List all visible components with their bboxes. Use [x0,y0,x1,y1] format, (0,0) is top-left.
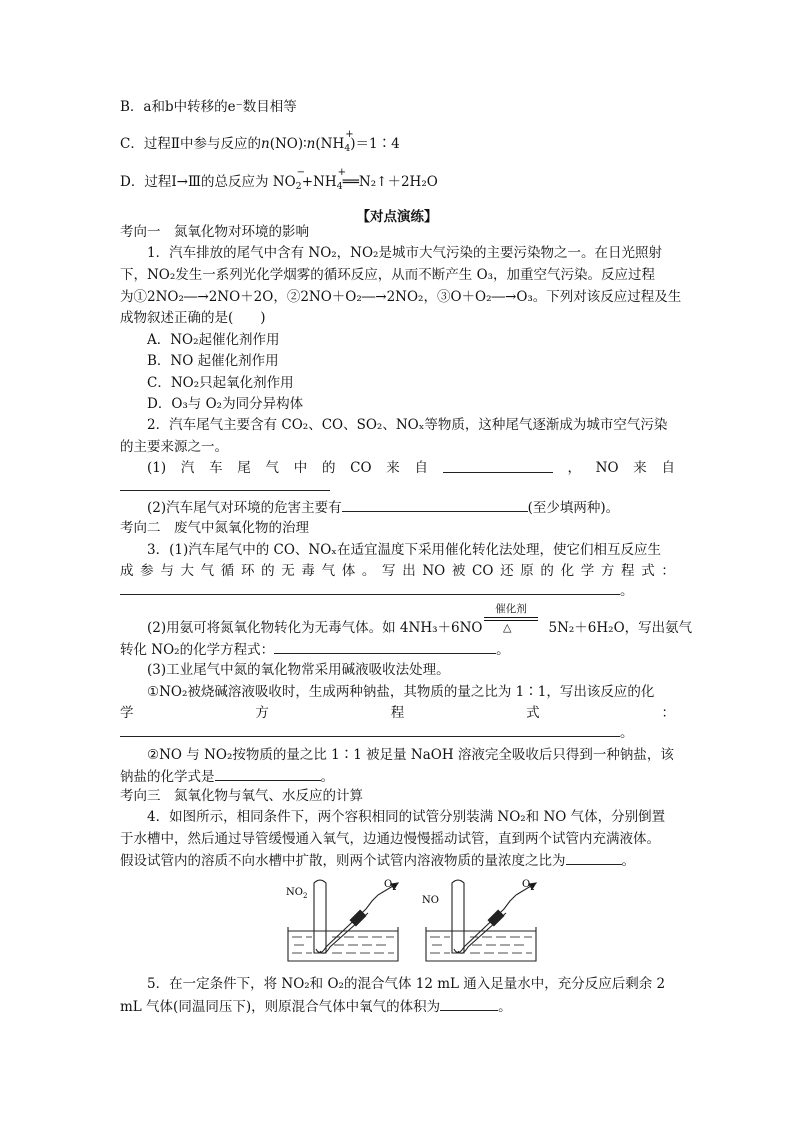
option-d: D．过程Ⅰ→Ⅲ的总反应为 NO − $_2$+NH + $_4$══N₂↑＋2H₂O [120,167,438,192]
right-gas-label: NO [422,895,439,906]
q5-line-1: 5．在一定条件下，将 NO₂和 O₂的混合气体 12 mL 通入足量水中，充分反应后剩余 2 [147,976,666,992]
left-oxygen-label: $O_2$ [384,879,397,892]
q3-line-2: 成 参 与 大 气 循 环 的 无 毒 气 体 。 写 出 NO 被 CO 还 原 的 化 学 方 程 式 ： [120,563,675,579]
q3-part-2-line-2: 转化 NO₂的化学方程式： 。 [120,639,510,660]
q3-part-3: (3)工业尾气中氮的氧化物常采用碱液吸收法处理。 [147,662,450,678]
q1-option-a: A．NO₂起催化剂作用 [147,332,280,348]
heat-symbol: △ [503,621,512,634]
answer-blank[interactable] [566,850,622,865]
topic-1: 考向一 氮氧化物对环境的影响 [120,224,309,240]
answer-blank[interactable] [120,580,620,595]
q3-line-1: 3．(1)汽车尾气中的 CO、NOₓ在适宜温度下采用催化转化法处理，使它们相互反应生 [147,542,662,558]
q3-part-3a-line-2: 学 方 程 式 ： [120,705,675,721]
q4-line-3: 假设试管内的溶质不向水槽中扩散，则两个试管内溶液物质的量浓度之比为 。 [120,850,635,871]
q1-option-d: D．O₃与 O₂为同分异构体 [147,396,304,412]
q3-part-1-answer: 。 [120,580,634,601]
delivery-tube [316,895,378,953]
q3-part-3b-line-2: 钠盐的化学式是 。 [120,766,334,787]
answer-blank[interactable] [274,639,496,654]
q2-line-1: 2．汽车尾气主要含有 CO₂、CO、SO₂、NOₓ等物质，这种尾气逐渐成为城市空气污染 [147,417,668,433]
q1-line-2: 下，NO₂发生一系列光化学烟雾的循环反应，从而不断产生 O₃，加重空气污染。反应过程 [120,267,656,283]
q3-part-3a-answer: 。 [120,722,634,743]
q2-part-1: (1) 汽 车 尾 气 中 的 CO 来 自 ， NO 来 自 [147,460,675,476]
answer-blank[interactable] [440,996,498,1011]
answer-blank[interactable] [120,722,620,737]
q2-line-2: 的主要来源之一。 [120,439,228,455]
water-trough [426,927,536,961]
q4-line-2: 于水槽中，然后通过导管缓慢通入氧气，边通边慢慢摇动试管，直到两个试管内充满液体。 [120,831,660,847]
test-tube [314,880,326,953]
right-apparatus [426,880,536,961]
q1-option-c: C．NO₂只起氧化剂作用 [147,375,294,391]
q1-option-b: B．NO 起催化剂作用 [147,353,279,369]
q1-line-4: 成物叙述正确的是( ) [120,310,266,326]
water-trough [288,927,398,961]
q1-line-3: 为①2NO₂―→2NO＋2O，②2NO＋O₂―→2NO₂，③O＋O₂―→O₃。下列对该反应过程及生 [120,289,682,305]
option-b: B．a和b中转移的e⁻数目相等 [120,99,297,115]
right-oxygen-label: $O_2$ [522,879,535,892]
delivery-tube [454,895,516,953]
test-tube [452,880,464,953]
q3-part-3a: ①NO₂被烧碱溶液吸收时，生成两种钠盐，其物质的量之比为 1∶1，写出该反应的化 [147,684,655,700]
q5-line-2: mL 气体(同温同压下)，则原混合气体中氧气的体积为 。 [120,996,512,1017]
clamp [488,910,504,926]
q4-line-1: 4．如图所示，相同条件下，两个容积相同的试管分别装满 NO₂和 NO 气体，分别倒置 [147,809,666,825]
q3-part-3b: ②NO 与 NO₂按物质的量之比 1∶1 被足量 NaOH 溶液完全吸收后只得到一种钠盐，该 [147,747,674,763]
topic-3: 考向三 氮氧化物与氧气、水反应的计算 [120,788,363,804]
option-c: C．过程Ⅱ中参与反应的n(NO)∶n(NH + $_4$)＝1∶4 [120,129,400,154]
q1-line-1: 1．汽车排放的尾气中含有 NO₂，NO₂是城市大气污染的主要污染物之一。在日光照射 [147,245,662,261]
section-heading: 【对点演练】 [356,209,438,225]
clamp [350,910,366,926]
topic-2: 考向二 废气中氮氧化物的治理 [120,520,309,536]
answer-blank[interactable] [215,766,321,781]
answer-blank[interactable] [443,458,553,473]
answer-blank[interactable] [342,497,528,512]
q2-part-1-cont [120,476,330,497]
left-dashes [292,937,394,953]
apparatus-figure [280,873,540,963]
catalyst-label: 催化剂 [495,603,527,615]
q3-part-2: (2)用氨可将氮氧化物转化为无毒气体。如 4NH₃＋6NO 5N₂＋6H₂O，写出氨气 [147,620,693,636]
answer-blank[interactable] [120,476,330,491]
left-gas-label: $NO_2$ [286,887,308,900]
q2-part-2: (2)汽车尾气对环境的危害主要有 (至少填两种)。 [147,497,619,518]
